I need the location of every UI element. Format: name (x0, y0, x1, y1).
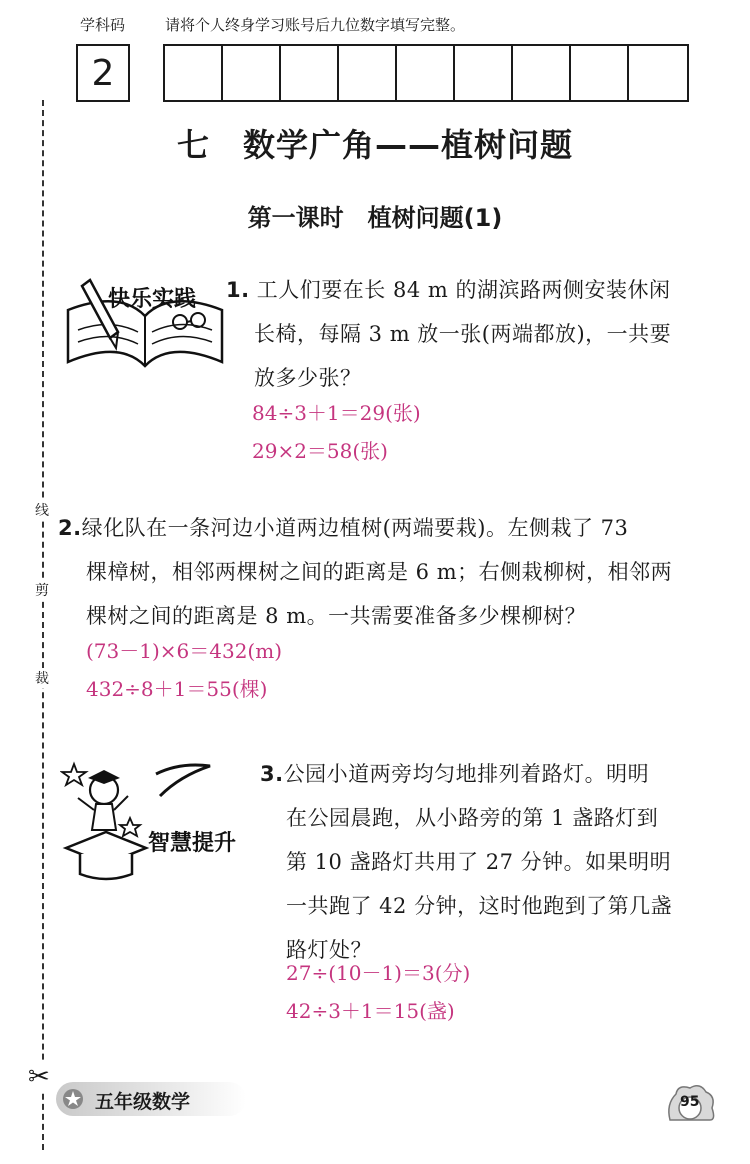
answer-line: 42÷3＋1＝15(盏) (286, 999, 455, 1023)
problem-line: 一共跑了 42 分钟，这时他跑到了第几盏 (286, 894, 673, 918)
answer-block-2 (86, 632, 282, 708)
digit-input-3[interactable] (281, 46, 339, 100)
problem-number: 2. (58, 516, 82, 540)
grade-label: 五年级数学 (95, 1091, 191, 1113)
scissors-icon: ✂ (28, 1062, 50, 1092)
answer-block-3 (286, 954, 470, 1030)
answer-line: (73－1)×6＝432(m) (86, 639, 283, 663)
answer-block-1 (252, 394, 421, 470)
problem-line (226, 268, 706, 312)
cut-line (42, 100, 44, 1150)
digit-input-6[interactable] (455, 46, 513, 100)
chapter-title: 七 数学广角——植树问题 (176, 126, 573, 164)
digit-input-1[interactable] (165, 46, 223, 100)
subject-code-label: 学科码 (80, 16, 126, 34)
wisdom-badge-label: 智慧提升 (148, 831, 237, 856)
account-digit-boxes (163, 44, 689, 102)
problem-text: 绿化队在一条河边小道两边植树(两端要栽)。左侧栽了 73 (81, 516, 629, 540)
answer-line: 29×2＝58(张) (252, 439, 388, 463)
problem-1 (226, 268, 706, 400)
problem-text: 工人们要在长 84 m 的湖滨路两侧安装休闲 (256, 278, 671, 302)
answer-line: 27÷(10－1)＝3(分) (286, 961, 471, 985)
wisdom-badge (60, 752, 250, 882)
problem-line: 在公园晨跑，从小路旁的第 1 盏路灯到 (286, 806, 659, 830)
problem-line: 棵樟树，相邻两棵树之间的距离是 6 m；右侧栽柳树，相邻两 (86, 560, 673, 584)
problem-text: 公园小道两旁均匀地排列着路灯。明明 (283, 762, 650, 786)
answer-line: 432÷8＋1＝55(棵) (86, 677, 268, 701)
problem-line: 长椅，每隔 3 m 放一张(两端都放)，一共要 (254, 322, 672, 346)
cut-line-char: 剪 (32, 580, 52, 600)
page-number: 95 (680, 1094, 700, 1110)
account-instruction: 请将个人终身学习账号后九位数字填写完整。 (165, 16, 466, 34)
practice-badge (60, 270, 230, 380)
digit-input-9[interactable] (629, 46, 687, 100)
cut-line-char: 线 (32, 500, 52, 520)
digit-input-4[interactable] (339, 46, 397, 100)
problem-2 (58, 506, 718, 638)
answer-line: 84÷3＋1＝29(张) (252, 401, 421, 425)
problem-line: 棵树之间的距离是 8 m。一共需要准备多少棵柳树？ (86, 604, 587, 628)
digit-input-8[interactable] (571, 46, 629, 100)
lesson-title: 第一课时 植树问题(1) (247, 204, 503, 232)
subject-code-box (76, 44, 130, 102)
problem-line: 第 10 盏路灯共用了 27 分钟。如果明明 (286, 850, 672, 874)
subject-code-value: 2 (91, 52, 115, 94)
problem-3 (260, 752, 720, 972)
practice-badge-label: 快乐实践 (108, 287, 197, 312)
problem-line (260, 752, 720, 796)
problem-line: 路灯处？ (286, 938, 372, 962)
problem-line: 放多少张？ (254, 366, 362, 390)
cut-line-char: 裁 (32, 668, 52, 688)
digit-input-2[interactable] (223, 46, 281, 100)
problem-line (58, 506, 718, 550)
star-badge-icon (62, 1088, 84, 1110)
graduate-icon (60, 752, 250, 882)
digit-input-5[interactable] (397, 46, 455, 100)
problem-number: 3. (260, 762, 284, 786)
problem-number: 1. (226, 278, 250, 302)
digit-input-7[interactable] (513, 46, 571, 100)
